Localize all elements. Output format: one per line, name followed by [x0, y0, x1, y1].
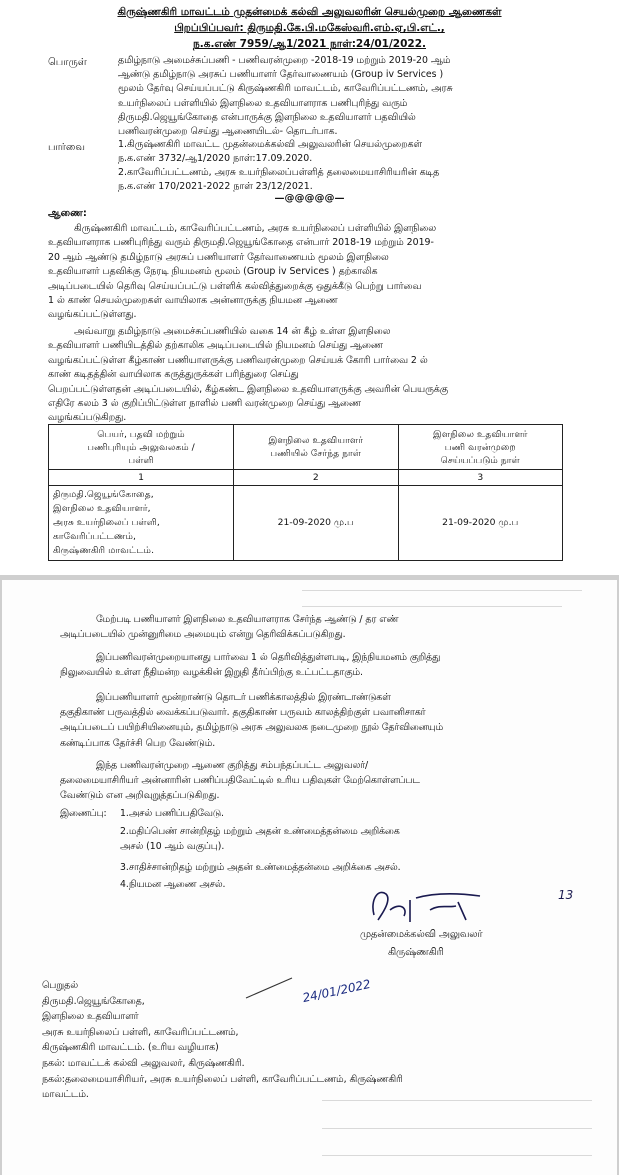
- joining-date-cell: 21-09-2020 மு.ப: [234, 486, 398, 561]
- signatory-place: கிருஷ்ணகிரி: [388, 947, 444, 958]
- order-paragraph-2: அவ்வாறு தமிழ்நாடு அமைச்சுப்பணியில் வகை 14 ன் கீழ் உள்ள இளநிலை உதவியாளர் பணியிடத்தில் தற்காலிக அடிப்படையில் நியமனம் செய்து ஆணை வழங்கப்பட்டுள்ள கீழ்காண் பணியாளருக்கு பணிவரன்முறை செய்யக் கோரி பார்வை 2 ல் காண் கடிதத்தின் வாயிலாக கருத்துருக்கள் பரிந்துரை செய்து பெறப்பட்டுள்ளதன் அடிப்படையில், கீழ்கண்ட இளநிலை உதவியாளருக்கு அவரின் பெயருக்கு எதிரே கலம் 3 ல் குறிப்பிட்டுள்ள நாளில் பணி வரன்முறை செய்து ஆணை வழங்கப்படுகிறது.: [48, 326, 449, 424]
- page2-paragraph-1: மேற்படி பணியாளர் இளநிலை உதவியாளராக சேர்ந்த ஆண்டு / தர எண் அடிப்படையில் முன்னுரிமை அமையும் என்று தெரிவிக்கப்படுகிறது.: [60, 614, 399, 641]
- header-line-1: கிருஷ்ணகிரி மாவட்டம் முதன்மைக் கல்வி அலுவலரின் செயல்முறை ஆணைகள்: [117, 6, 502, 18]
- table-number-row: [49, 470, 563, 486]
- table-number-cell: 2: [234, 470, 398, 486]
- enclosure-item: 2.மதிப்பெண் சான்றிதழ் மற்றும் அதன் உண்மைத்தன்மை அறிக்கை அசல் (10 ஆம் வகுப்பு).: [120, 826, 400, 853]
- enclosure-item: 4.நியமன ஆணை அசல்.: [120, 879, 226, 890]
- recipient-block: பெறுதல் திருமதி.ஜெயூங்கோதை, இளநிலை உதவியாளர் அரசு உயர்நிலைப் பள்ளி, காவேரிப்பட்டணம், கிருஷ்ணகிரி மாவட்டம். (உரிய வழியாக) நகல்: மாவட்டக் கல்வி அலுவலர், கிருஷ்ணகிரி. நகல்:தலைமையாசிரியர், அரசு உயர்நிலைப் பள்ளி, காவேரிப்பட்டணம், கிருஷ்ணகிரி மாவட்டம்.: [42, 980, 403, 1101]
- reference-2: 2.காவேரிப்பட்டணம், அரசு உயர்நிலைப்பள்ளித் தலைமையாசிரியரின் கடித ந.க.எண் 170/2021-2022 நாள் 23/12/2021.: [118, 167, 440, 193]
- regularisation-date-cell: 21-09-2020 மு.ப: [398, 486, 563, 561]
- table-header-cell: பெயர், பதவி மற்றும் பணிபுரியும் அலுவலகம் / பள்ளி: [49, 425, 234, 470]
- enclosure-item: 3.சாதிச்சான்றிதழ் மற்றும் அதன் உண்மைத்தன்மை அறிக்கை அசல்.: [120, 862, 401, 873]
- order-paragraph-1: கிருஷ்ணகிரி மாவட்டம், காவேரிப்பட்டணம், அரசு உயர்நிலைப் பள்ளியில் இளநிலை உதவியாளராக பணிபுரிந்து வரும் திருமதி.ஜெயூங்கோதை என்பார் 2018-19 மற்றும் 2019- 20 ஆம் ஆண்டு தமிழ்நாடு அரசுப் பணியாளர் தேர்வாணையம் மூலம் இளநிலை உதவியாளர் பதவிக்கு நேரடி நியமனம் மூலம் (Group iv Services ) தற்காலிக அடிப்படையில் தெரிவு செய்யப்பட்டு பள்ளிக் கல்வித்துறைக்கு ஒதுக்கீடு பெற்று பார்வை 1 ல் காண் செயல்முறைகள் வாயிலாக அன்னாருக்கு நியமன ஆணை வழங்கப்பட்டுள்ளது.: [48, 223, 436, 321]
- subject-text: தமிழ்நாடு அமைச்சுப்பணி - பணிவரன்முறை -2018-19 மற்றும் 2019-20 ஆம் ஆண்டு தமிழ்நாடு அரசுப் பணியாளர் தேர்வாணையம் (Group iv Services ) மூலம் தேர்வு செய்யப்பட்டு கிருஷ்ணகிரி மாவட்டம், காவேரிப்பட்டணம், அரசு உயர்நிலைப் பள்ளியில் இளநிலை உதவியாளராக பணிபுரிந்து வரும் திருமதி.ஜெயூங்கோதை என்பாருக்கு இளநிலை உதவியாளர் பதவியில் பணிவரன்முறை செய்து ஆணையிடல்- தொடர்பாக.: [118, 55, 453, 138]
- subject-label: பொருள்: [48, 57, 87, 68]
- header-line-3: ந.க.எண் 7959/ஆ1/2021 நாள்:24/01/2022.: [193, 38, 426, 50]
- employee-details-cell: திருமதி.ஜெயூங்கோதை, இளநிலை உதவியாளர், அரசு உயர்நிலைப் பள்ளி, காவேரிப்பட்டணம், கிருஷ்ணகிரி மாவட்டம்.: [49, 486, 234, 561]
- reference-label: பார்வை: [48, 142, 85, 153]
- table-number-cell: 1: [49, 470, 234, 486]
- regularisation-table: [48, 424, 563, 561]
- table-header-cell: இளநிலை உதவியாளர் பணி வரன்முறை செய்யப்படும் நாள்: [398, 425, 563, 470]
- table-header-cell: இளநிலை உதவியாளர் பணியில் சேர்ந்த நாள்: [234, 425, 398, 470]
- signature-mark: 13: [558, 888, 574, 902]
- document-page-2: [2, 580, 617, 1175]
- order-label: ஆணை:: [48, 208, 87, 219]
- page2-paragraph-3: இப்பணியாளர் மூன்றாண்டு தொடர் பணிக்காலத்தில் இரண்டாண்டுகள் தகுதிகாண் பருவத்தில் வைக்கப்படுவார். தகுதிகாண் பருவம் காலத்திற்குள் பவானிசாகர் அடிப்படைப் பயிற்சியினையும், தமிழ்நாடு அரசு அலுவலக நடைமுறை நூல் தேர்வினையும் கண்டிப்பாக தேர்ச்சி பெற வேண்டும்.: [60, 692, 444, 749]
- table-header-row: [49, 425, 563, 470]
- page2-paragraph-2: இப்பணிவரன்முறையானது பார்வை 1 ல் தெரிவித்துள்ளபடி, இந்நியமனம் குறித்து நிலுவையில் உள்ள நீதிமன்ற வழக்கின் இறுதி தீர்ப்பிற்கு உட்பட்டதாகும்.: [60, 652, 441, 679]
- signatory-title: முதன்மைக்கல்வி அலுவலர்: [360, 929, 483, 940]
- header-line-2: பிறப்பிப்பவர்: திருமதி.கே.பி.மகேஸ்வரி.எம்.ஏ,பி.எட்.,: [174, 22, 445, 34]
- table-row: [49, 486, 563, 561]
- page2-paragraph-4: இந்த பணிவரன்முறை ஆணை குறித்து சம்பந்தப்பட்ட அலுவலர்/ தலைமையாசிரியர் அன்னாரின் பணிப்பதிவேட்டில் உரிய பதிவுகள் மேற்கொள்ளப்பட வேண்டும் என அறிவுறுத்தப்படுகிறது.: [60, 760, 420, 802]
- enclosure-label: இணைப்பு:: [60, 808, 107, 819]
- received-stamp-date: 24/01/2022: [301, 976, 372, 1006]
- reference-1: 1.கிருஷ்ணகிரி மாவட்ட முதன்மைக்கல்வி அலுவலரின் செயல்முறைகள் ந.க.எண் 3732/ஆ1/2020 நாள்:17.09.2020.: [118, 139, 422, 165]
- separator: —@@@@@—: [274, 193, 345, 204]
- table-number-cell: 3: [398, 470, 563, 486]
- enclosure-item: 1.அசல் பணிப்பதிவேடு.: [120, 808, 224, 819]
- document-page-1: [0, 0, 619, 575]
